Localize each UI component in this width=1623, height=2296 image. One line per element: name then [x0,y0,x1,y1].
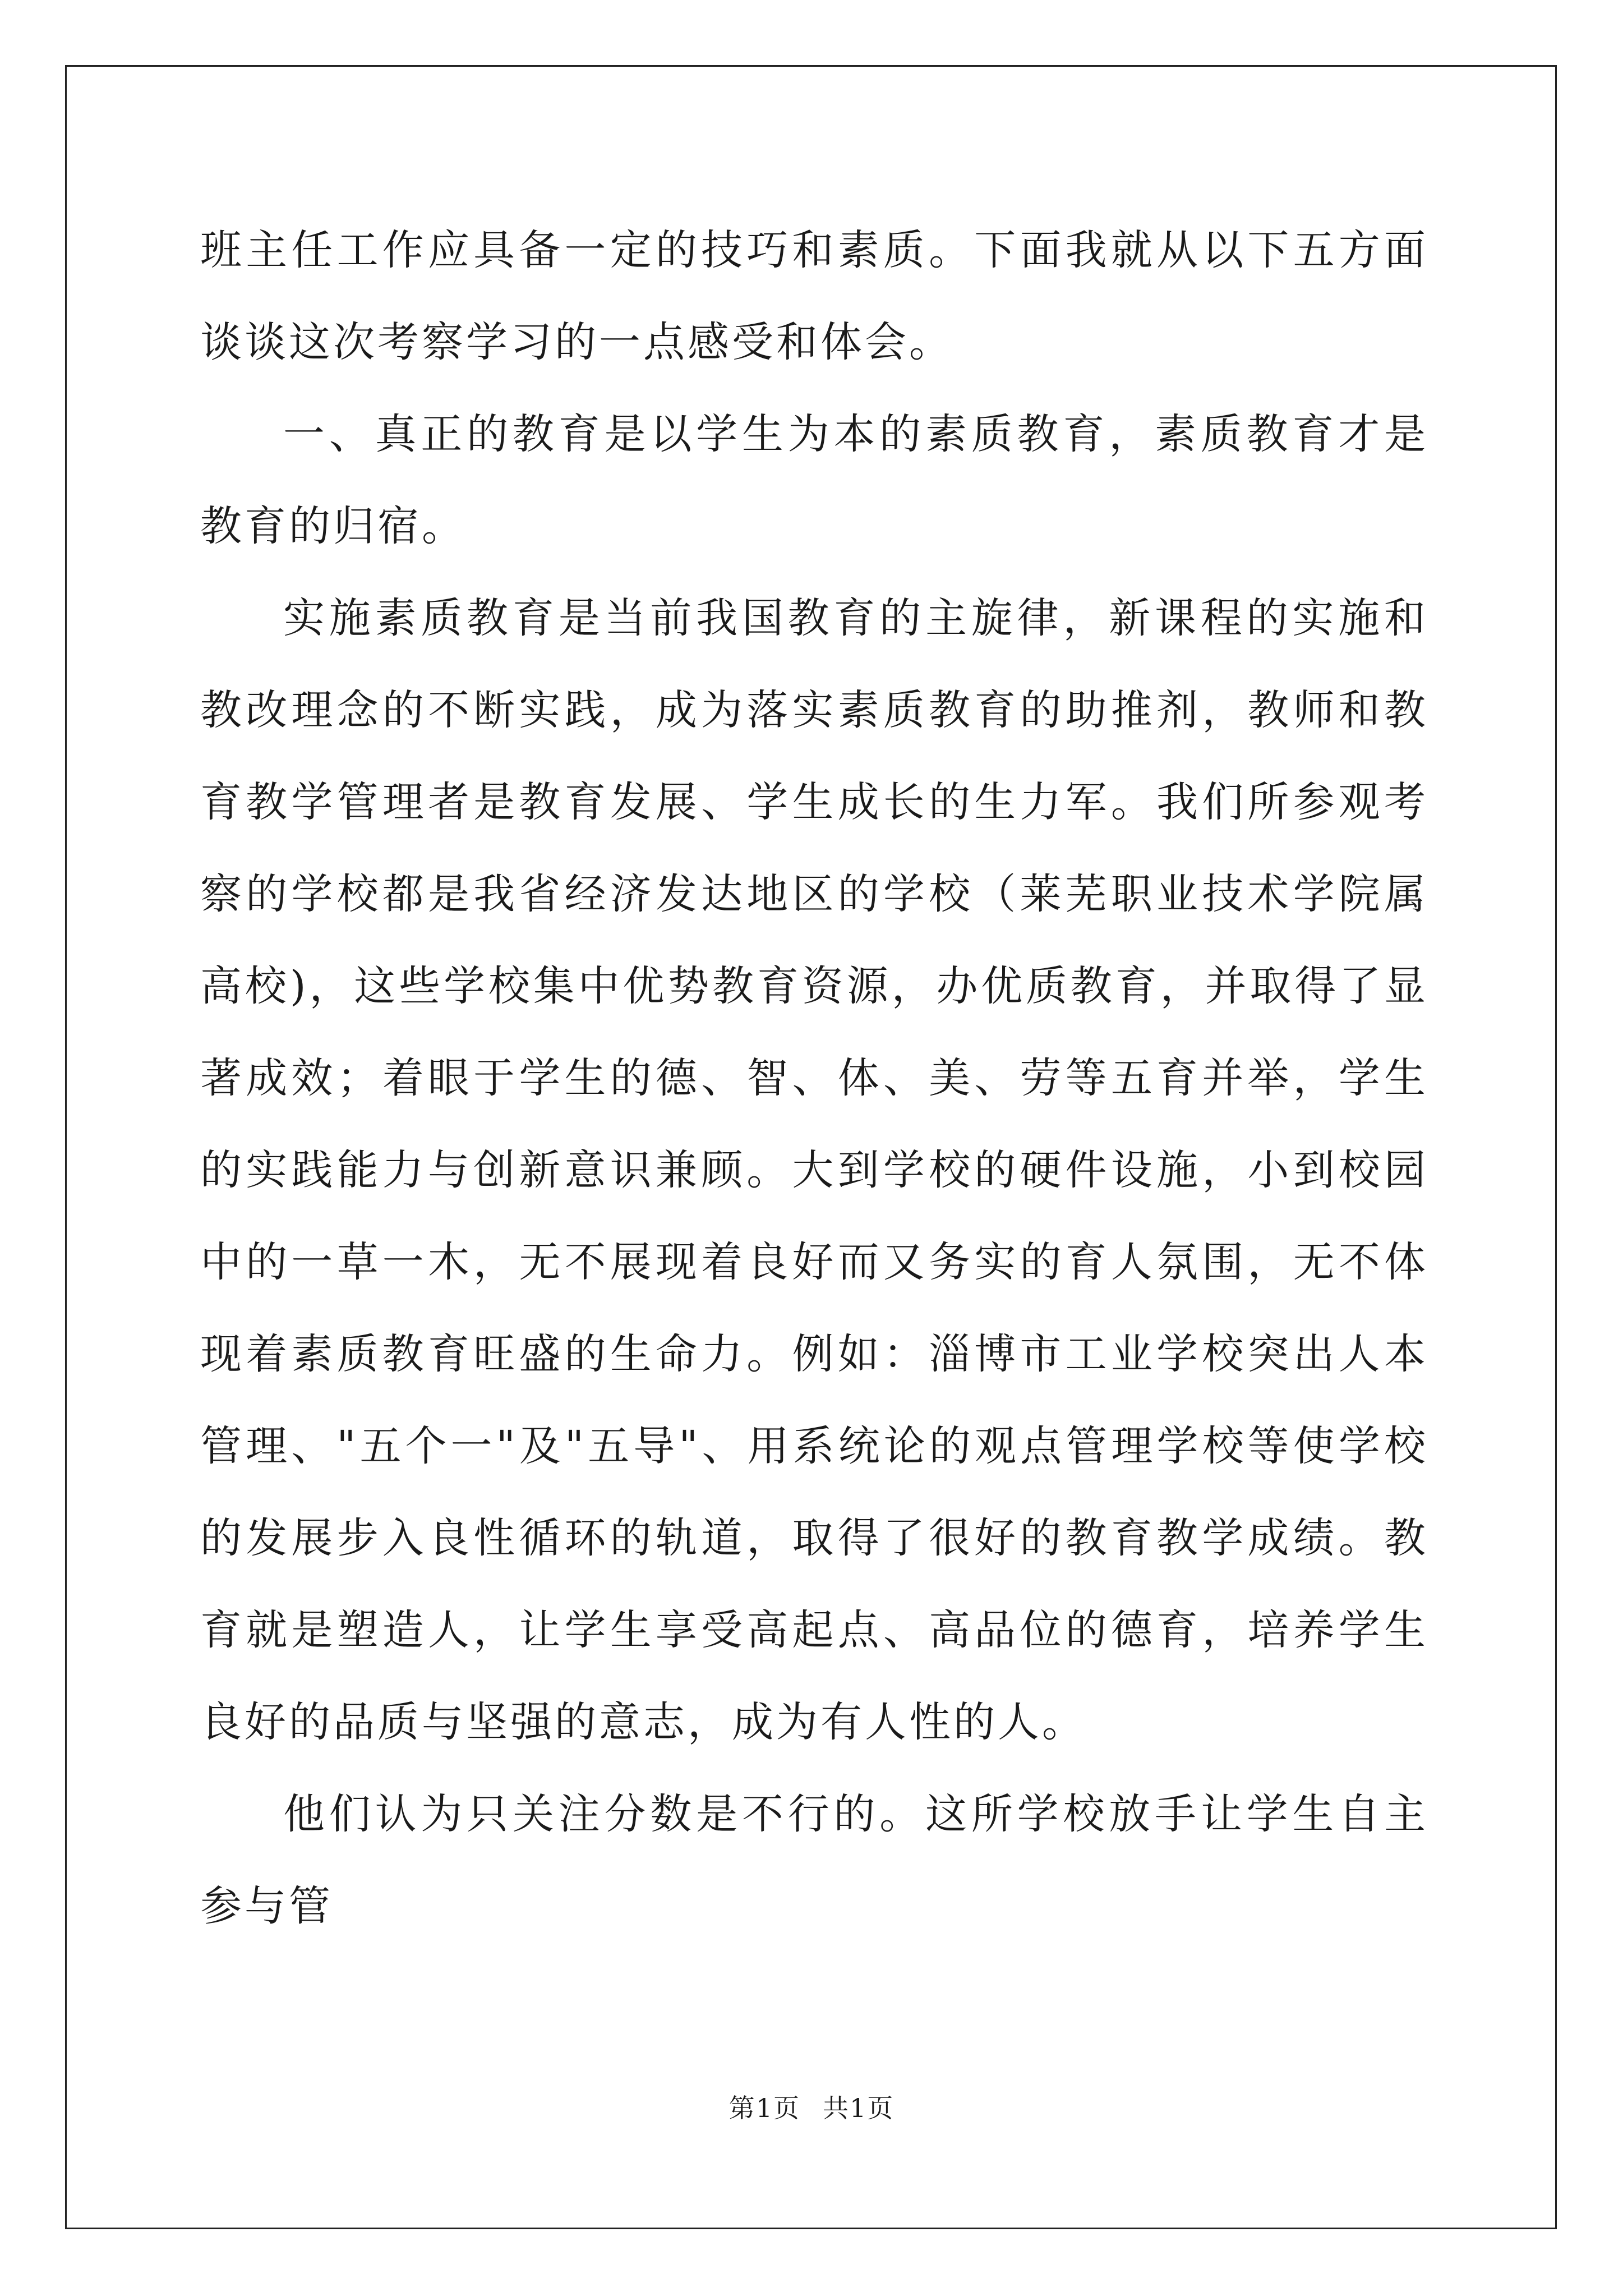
document-body [200,204,1428,1952]
page-number: 第1页 [728,2093,800,2123]
paragraph-2: 一、真正的教育是以学生为本的素质教育，素质教育才是教育的归宿。 [200,410,1428,550]
page-total: 共1页 [823,2093,895,2123]
paragraph-3: 实施素质教育是当前我国教育的主旋律，新课程的实施和教改理念的不断实践，成为落实素质教育的助推剂，教师和教育教学管理者是教育发展、学生成长的生力军。我们所参观考察的学校都是我省经济发达地区的学校（莱芜职业技术学院属高校)，这些学校集中优势教育资源，办优质教育，并取得了显著成效；着眼于学生的德、智、体、美、劳等五育并举，学生的实践能力与创新意识兼顾。大到学校的硬件设施，小到校园中的一草一木，无不展现着良好而又务实的育人氛围，无不体现着素质教育旺盛的生命力。例如：淄博市工业学校突出人本管理、"五个一"及"五导"、用系统论的观点管理学校等使学校的发展步入良性循环的轨道，取得了很好的教育教学成绩。教育就是塑造人，让学生享受高起点、高品位的德育，培养学生良好的品质与坚强的意志，成为有人性的人。 [200,594,1428,1746]
paragraph-1: 班主任工作应具备一定的技巧和素质。下面我就从以下五方面谈谈这次考察学习的一点感受和体会。 [200,226,1428,366]
page-footer [0,2088,1623,2125]
paragraph-4: 他们认为只关注分数是不行的。这所学校放手让学生自主参与管 [200,1790,1428,1930]
